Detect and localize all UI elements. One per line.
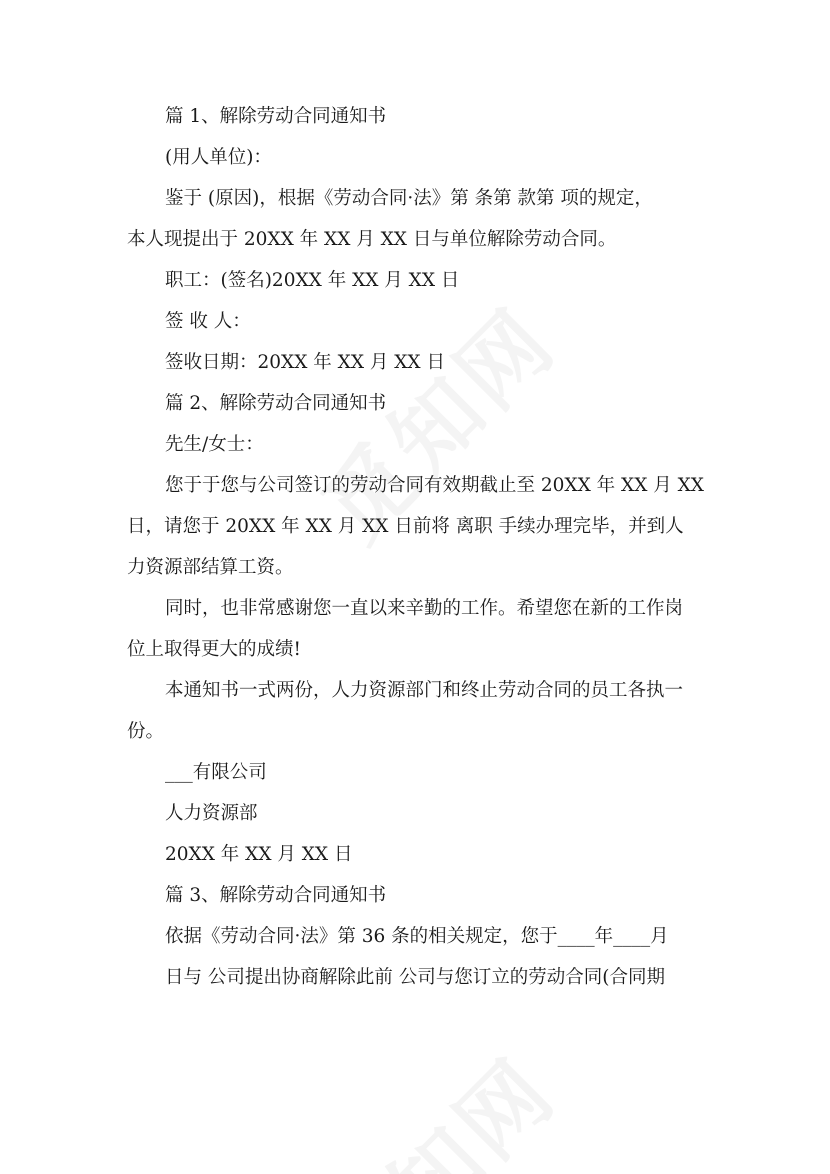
- paragraph-copies-line-1: 本通知书一式两份，人力资源部门和终止劳动合同的员工各执一: [165, 680, 684, 701]
- department-line: 人力资源部: [165, 803, 258, 824]
- employee-signature-line: 职工：(签名)20XX 年 XX 月 XX 日: [165, 270, 460, 291]
- heading-part-1: 篇 1、解除劳动合同通知书: [165, 106, 387, 127]
- issue-date-line: 20XX 年 XX 月 XX 日: [165, 844, 353, 865]
- paragraph-contract-line-1: 您于于您与公司签订的劳动合同有效期截止至 20XX 年 XX 月 XX: [165, 475, 704, 496]
- document-body: [127, 104, 707, 991]
- paragraph-thanks-line-1: 同时，也非常感谢您一直以来辛勤的工作。希望您在新的工作岗: [165, 598, 684, 619]
- recipient-line: 签 收 人：: [165, 311, 251, 332]
- addressee-line: 先生/女士：: [165, 434, 264, 455]
- paragraph-legal-line-1: 依据《劳动合同·法》第 36 条的相关规定，您于____年____月: [165, 926, 669, 947]
- employer-salutation: (用人单位)：: [165, 147, 272, 168]
- paragraph-reason-line-1: 鉴于 (原因)，根据《劳动合同·法》第 条第 款第 项的规定，: [165, 188, 653, 209]
- paragraph-legal-line-2: 日与 公司提出协商解除此前 公司与您订立的劳动合同(合同期: [165, 967, 665, 988]
- heading-part-3: 篇 3、解除劳动合同通知书: [165, 885, 387, 906]
- heading-part-2: 篇 2、解除劳动合同通知书: [165, 393, 387, 414]
- receipt-date-line: 签收日期：20XX 年 XX 月 XX 日: [165, 352, 445, 373]
- watermark-bottom: [244, 979, 626, 1174]
- company-name-line: ___有限公司: [165, 762, 267, 783]
- paragraph-thanks-line-2: 位上取得更大的成绩!: [127, 639, 301, 660]
- paragraph-reason-line-2: 本人现提出于 20XX 年 XX 月 XX 日与单位解除劳动合同。: [127, 229, 617, 250]
- paragraph-contract-line-3: 力资源部结算工资。: [127, 557, 294, 578]
- paragraph-copies-line-2: 份。: [127, 721, 165, 742]
- paragraph-contract-line-2: 日，请您于 20XX 年 XX 月 XX 日前将 离职 手续办理完毕，并到人: [127, 516, 684, 537]
